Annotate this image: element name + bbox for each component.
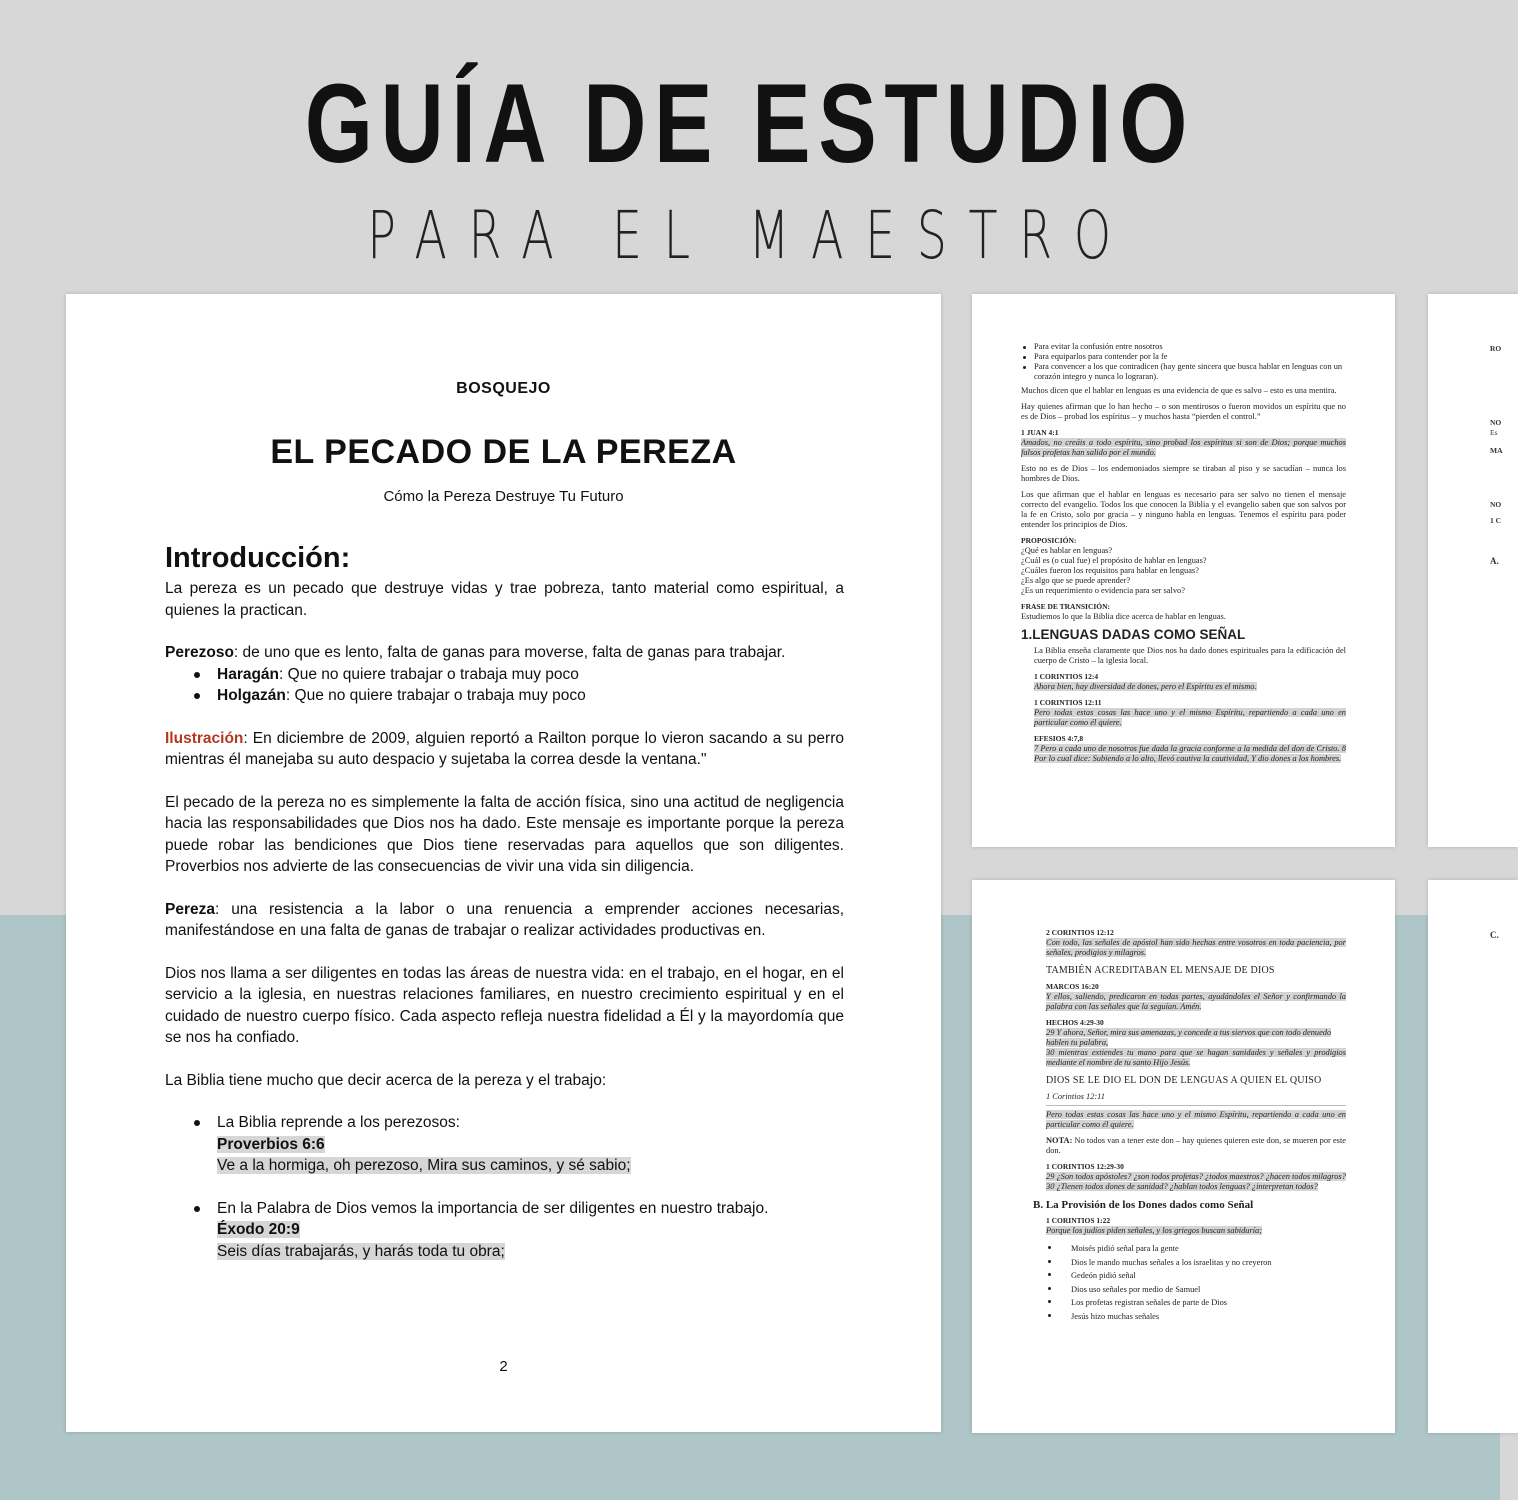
bullet-list: [1021, 342, 1346, 382]
list-item: [165, 1112, 844, 1177]
scripture-reference: HECHOS 4:29-30: [1046, 1018, 1104, 1027]
question-line: ¿Cuáles fueron los requisitos para hablar en lenguas?: [1021, 566, 1199, 575]
synonym-list: [165, 664, 844, 707]
body-paragraph: Dios nos llama a ser diligentes en todas las áreas de nuestra vida: en el trabajo, en el hogar, en el servicio a la iglesia, en nuestras relaciones familiares, en nuestro crecimiento espiritual y en el cuidado de nuestro cuerpo físico. Cada aspecto refleja nuestra fidelidad a Él y la mayordomía que se nos ha confiado.: [165, 964, 844, 1046]
scripture-reference: MARCOS 16:20: [1046, 982, 1099, 991]
transition-text: Estudiemos lo que la Biblia dice acerca de hablar en lenguas.: [1021, 612, 1226, 621]
list-item-lead: En la Palabra de Dios vemos la importancia de ser diligentes en nuestro trabajo.: [217, 1199, 769, 1217]
edge-fragment: A.: [1490, 556, 1499, 566]
edge-fragment: RO: [1490, 344, 1502, 353]
intro-paragraph: La pereza es un pecado que destruye vidas y trae pobreza, tanto material como espiritual, a quienes la practican.: [165, 580, 844, 619]
list-item: Jesús hizo muchas señales: [1046, 1310, 1346, 1324]
list-item-lead: La Biblia reprende a los perezosos:: [217, 1114, 460, 1131]
edge-fragment: NO: [1490, 418, 1502, 427]
synonym-text: : Que no quiere trabajar o trabaja muy poco: [285, 687, 586, 704]
document-page-thumbnail-top: [972, 294, 1395, 847]
perezoso-definition: [165, 642, 844, 664]
scripture-list: [165, 1112, 844, 1262]
banner-subtitle: PARA EL MAESTRO: [367, 197, 1133, 274]
note-label: NOTA:: [1046, 1136, 1073, 1145]
illustration-label: Ilustración: [165, 729, 244, 747]
intro-heading: Introducción:: [165, 542, 351, 574]
scripture-verse: 30 ¿Tienen todos dones de sanidad? ¿hablan todos lenguas? ¿interpretan todos?: [1046, 1182, 1318, 1191]
scripture-verse: Con todo, las señales de apóstol han sido hechas entre vosotros en toda paciencia, por señales, prodigios y milagros.: [1046, 938, 1346, 957]
scripture-reference: 2 CORINTIOS 12:12: [1046, 928, 1114, 937]
list-item: [165, 664, 844, 686]
document-page-edge-top: [1428, 294, 1518, 847]
transition-label: FRASE DE TRANSICIÓN:: [1021, 602, 1111, 611]
document-page-main: [66, 294, 941, 1432]
pereza-definition: [165, 899, 844, 942]
edge-fragment: 1 C: [1490, 516, 1502, 525]
question-line: ¿Es algo que se puede aprender?: [1021, 576, 1131, 585]
scripture-reference: 1 CORINTIOS 1:22: [1046, 1216, 1111, 1225]
question-line: ¿Es un requerimiento o evidencia para ser salvo?: [1021, 586, 1185, 595]
paragraph: La Biblia enseña claramente que Dios nos ha dado dones espirituales para la edificación del cuerpo de Cristo – la iglesia local.: [1034, 646, 1346, 665]
outline-kicker: BOSQUEJO: [456, 380, 551, 397]
scripture-reference: 1 CORINTIOS 12:29-30: [1046, 1162, 1124, 1171]
edge-fragment: C.: [1490, 930, 1499, 940]
scripture-verse: Y ellos, saliendo, predicaron en todas partes, ayudándoles el Señor y confirmando la palabra con las señales que la seguían. Amén.: [1046, 992, 1346, 1011]
scripture-verse: Amados, no creáis a todo espíritu, sino probad los espíritus si son de Dios; porque muchos falsos profetas han salido por el mundo.: [1021, 438, 1346, 457]
document-page-thumbnail-bottom: [972, 880, 1395, 1433]
scripture-verse: Porque los judíos piden señales, y los griegos buscan sabiduría;: [1046, 1226, 1263, 1235]
perezoso-text: : de uno que es lento, falta de ganas para moverse, falta de ganas para trabajar.: [233, 644, 786, 661]
list-item: Gedeón pidió señal: [1046, 1269, 1346, 1283]
thumbnail-body: [1021, 342, 1346, 770]
note-paragraph: [1046, 1136, 1346, 1156]
subheading: DIOS SE LE DIO EL DON DE LENGUAS A QUIEN EL QUISO: [1046, 1075, 1322, 1086]
scripture-verse: Ahora bien, hay diversidad de dones, pero el Espíritu es el mismo.: [1034, 682, 1257, 691]
document-body: [165, 540, 844, 1283]
edge-fragment: MA: [1490, 446, 1503, 455]
scripture-verse: Pero todas estas cosas las hace uno y el mismo Espíritu, repartiendo a cada uno en particular como él quiere.: [1034, 708, 1346, 727]
document-title: EL PECADO DE LA PEREZA: [270, 433, 737, 471]
scripture-verse: Pero todas estas cosas las hace uno y el mismo Espíritu, repartiendo a cada uno en particular como él quiere.: [1046, 1110, 1346, 1129]
synonym-text: : Que no quiere trabajar o trabaja muy poco: [279, 665, 579, 683]
paragraph: Hay quienes afirman que lo han hecho – o son mentirosos o fueron movidos un espíritu que no es de Dios – probad los espíritus – y muchos hasta “pierden el control.”: [1021, 402, 1346, 421]
document-page-edge-bottom: [1428, 880, 1518, 1433]
proposition-label: PROPOSICIÓN:: [1021, 536, 1077, 545]
synonym-term: Haragán: [217, 665, 280, 683]
scripture-reference: 1 Corintios 12:11: [1046, 1092, 1105, 1101]
illustration-text: : En diciembre de 2009, alguien reportó a Railton porque lo vieron sacando a su perro mientras él manejaba su auto despacio y sujetaba la correa desde la ventana.": [165, 729, 844, 768]
section-heading: 1.LENGUAS DADAS COMO SEÑAL: [1021, 627, 1246, 642]
list-item: Dios le mando muchas señales a los israelitas y no creyeron: [1046, 1256, 1346, 1270]
scripture-reference: Éxodo 20:9: [217, 1221, 300, 1238]
scripture-verse: 30 mientras extiendes tu mano para que se hagan sanidades y señales y prodigios mediante el nombre de tu santo Hijo Jesús.: [1046, 1048, 1346, 1067]
section-block: [1021, 646, 1346, 764]
bullet-list: [1046, 1242, 1346, 1323]
body-paragraph: El pecado de la pereza no es simplemente la falta de acción física, sino una actitud de negligencia hacia las responsabilidades que Dios nos ha dado. Este mensaje es importante porque la pereza puede robar las bendiciones que Dios tiene reservadas para aquellos que son diligentes. Proverbios nos advierte de las consecuencias de vivir una vida sin diligencia.: [165, 793, 844, 875]
list-item: [165, 1198, 844, 1263]
list-item: Para convencer a los que contradicen (hay gente sincera que busca hablar en lenguas con un corazón integro y nunca lo lograran).: [1021, 362, 1346, 382]
body-paragraph: La Biblia tiene mucho que decir acerca de la pereza y el trabajo:: [165, 1071, 607, 1089]
pereza-text: : una resistencia a la labor o una renuencia a emprender acciones necesarias, manifestándose en una falta de ganas de trabajar o realizar actividades productivas en.: [165, 900, 844, 939]
paragraph: Esto no es de Dios – los endemoniados siempre se tiraban al piso y se sacudían – nunca los hombres de Dios.: [1021, 464, 1346, 483]
note-text: No todos van a tener este don – hay quienes quieren este don, se mueren por este don.: [1046, 1136, 1346, 1155]
scripture-verse: 29 Y ahora, Señor, mira sus amenazas, y concede a tus siervos que con todo denuedo hablen tu palabra,: [1046, 1028, 1332, 1047]
document-subtitle: Cómo la Pereza Destruye Tu Futuro: [383, 488, 624, 505]
question-line: ¿Qué es hablar en lenguas?: [1021, 546, 1113, 555]
paragraph: Los que afirman que el hablar en lenguas es necesario para ser salvo no tienen el mensaje correcto del evangelio. Todos los que conocen la Biblia y el evangelio saben que son salvos por la fe en Cristo, solo por gracia – y ninguno habla en lenguas. Tenemos el espíritu para poder entender los principios de Dios.: [1021, 490, 1346, 529]
question-line: ¿Cuál es (o cual fue) el propósito de hablar en lenguas?: [1021, 556, 1207, 565]
banner-title: GUÍA DE ESTUDIO: [304, 61, 1196, 186]
pereza-term: Pereza: [165, 900, 215, 918]
scripture-reference: Proverbios 6:6: [217, 1135, 325, 1153]
illustration-paragraph: [165, 728, 844, 771]
paragraph: Muchos dicen que el hablar en lenguas es una evidencia de que es salvo – esto es una mentira.: [1021, 386, 1337, 395]
edge-fragment: Es: [1490, 428, 1498, 437]
list-item: Los profetas registran señales de parte de Dios: [1046, 1296, 1346, 1310]
page-number: 2: [499, 1358, 508, 1375]
scripture-reference: 1 CORINTIOS 12:11: [1034, 698, 1102, 707]
perezoso-term: Perezoso: [165, 644, 234, 661]
scripture-reference: EFESIOS 4:7,8: [1034, 734, 1084, 743]
edge-fragment: NO: [1490, 500, 1502, 509]
scripture-verse: Ve a la hormiga, oh perezoso, Mira sus caminos, y sé sabio;: [217, 1157, 631, 1174]
list-item: [165, 685, 844, 707]
section-heading: B. La Provisión de los Dones dados como Señal: [1033, 1199, 1254, 1211]
scripture-verse: 7 Pero a cada uno de nosotros fue dada la gracia conforme a la medida del don de Cristo. 8 Por lo cual dice: Subiendo a lo alto, llevó cautiva la cautividad, Y dio dones a los hombres.: [1034, 744, 1346, 763]
synonym-term: Holgazán: [217, 687, 286, 704]
scripture-verse: 29 ¿Son todos apóstoles? ¿son todos profetas? ¿todos maestros? ¿hacen todos milagros?: [1046, 1172, 1346, 1181]
list-item: Para evitar la confusión entre nosotros: [1021, 342, 1346, 352]
list-item: Moisés pidió señal para la gente: [1046, 1242, 1346, 1256]
list-item: Para equiparlos para contender por la fe: [1021, 352, 1346, 362]
subheading: TAMBIÉN ACREDITABAN EL MENSAJE DE DIOS: [1046, 965, 1275, 976]
scripture-verse: Seis días trabajarás, y harás toda tu obra;: [217, 1242, 505, 1260]
scripture-reference: 1 JUAN 4:1: [1021, 428, 1059, 437]
list-item: Dios uso señales por medio de Samuel: [1046, 1283, 1346, 1297]
scripture-reference: 1 CORINTIOS 12:4: [1034, 672, 1099, 681]
thumbnail-body: [1033, 928, 1346, 1323]
